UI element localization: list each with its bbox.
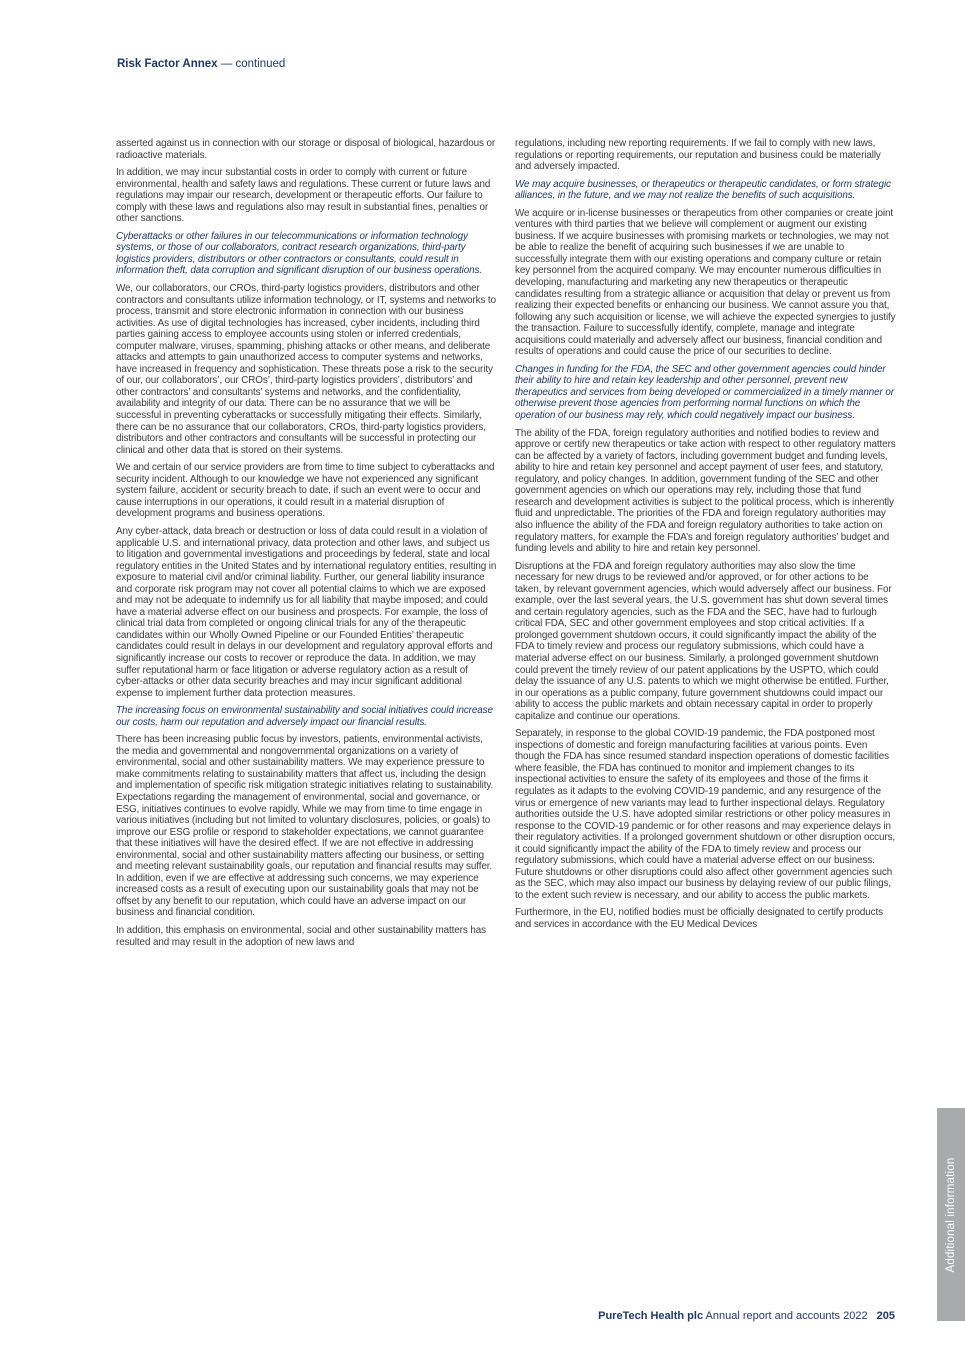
risk-heading: The increasing focus on environmental sustainability and social initiatives could increase our costs, harm our reputation and adversely impact our financial results. [116, 705, 493, 728]
body-paragraph: We acquire or in-license businesses or therapeutics from other companies or create joint ventures with third parties that we believe will complement or augment our existing business. If we acquire businesses with promising markets or technologies, we may not be able to realize the benefit of acquiring such businesses if we are unable to successfully integrate them with our existing operations and company culture or retain key personnel from the acquired company. We may encounter numerous difficulties in developing, manufacturing and marketing any new therapeutics or therapeutic candidates resulting from a strategic alliance or acquisition that delay or prevent us from realizing their expected benefits or enhancing our business. We cannot assure you that, following any such acquisition or license, we will achieve the expected synergies to justify the transaction. Failure to successfully identify, complete, manage and integrate acquisitions could materially and adversely affect our business, financial condition and results of operations and could cause the price of our securities to decline. [515, 207, 896, 358]
body-paragraph: We, our collaborators, our CROs, third-party logistics providers, distributors and other contractors and consultants utilize information technology, or IT, systems and networks to process, transmit and store electronic information in connection with our business activities. As use of digital technologies has increased, cyber incidents, including third parties gaining access to employee accounts using stolen or inferred credentials, computer malware, viruses, spamming, phishing attacks or other means, and deliberate attacks and attempts to gain unauthorized access to computer systems and networks, have increased in frequency and sophistication. These threats pose a risk to the security of our, our collaborators’, our CROs’, third-party logistics providers’, distributors’ and other contractors’ and consultants’ systems and networks, and the confidentiality, availability and integrity of our data. There can be no assurance that we will be successful in preventing cyberattacks or successfully mitigating their effects. Similarly, there can be no assurance that our collaborators, CROs, third-party logistics providers, distributors and other contractors and consultants will be successful in protecting our clinical and other data that is stored on their systems. [116, 283, 496, 456]
right-column [515, 138, 896, 937]
section-title: Risk Factor Annex [117, 58, 218, 70]
side-tab-label: Additional information [945, 1157, 957, 1272]
company-name: PureTech Health plc [598, 1310, 704, 1322]
page-footer [598, 1310, 895, 1322]
body-paragraph: In addition, we may incur substantial costs in order to comply with current or future environmental, health and safety laws and regulations. These current or future laws and regulations may impair our research, development or therapeutic efforts. Our failure to comply with these laws and regulations also may result in substantial fines, penalties or other sanctions. [116, 167, 491, 225]
running-header [117, 58, 285, 70]
body-paragraph: regulations, including new reporting requirements. If we fail to comply with new laws, regulations or reporting requirements, our reputation and business could be materially and adversely impacted. [515, 138, 881, 173]
continued-label: — continued [220, 58, 286, 70]
report-title: Annual report and accounts 2022 [705, 1310, 868, 1322]
risk-heading: Cyberattacks or other failures in our telecommunications or information technology systems, or those of our collaborators, contract research organizations, third-party logistics providers, distributors or other contractors or consultants, could result in information theft, data corruption and significant disruption of our business operations. [116, 230, 483, 277]
body-paragraph: asserted against us in connection with our storage or disposal of biological, hazardous or radioactive materials. [116, 138, 496, 161]
page-number: 205 [876, 1310, 895, 1322]
risk-heading: We may acquire businesses, or therapeutics or therapeutic candidates, or form strategic alliances, in the future, and we may not realize the benefits of such acquisitions. [515, 178, 891, 202]
risk-heading: Changes in funding for the FDA, the SEC and other government agencies could hinder their ability to hire and retain key leadership and other personnel, prevent new therapeutics and services from being developed or commercialized in a timely manner or otherwise prevent those agencies from performing normal functions on which the operation of our business may rely, which could negatively impact our business. [515, 363, 894, 422]
body-paragraph: In addition, this emphasis on environmental, social and other sustainability matters has resulted and may result in the adoption of new laws and [116, 925, 486, 948]
body-paragraph: The ability of the FDA, foreign regulatory authorities and notified bodies to review and approve or certify new therapeutics or take action with respect to other regulatory matters can be affected by a variety of factors, including government budget and funding levels, ability to hire and retain key personnel and accept payment of user fees, and statutory, regulatory, and policy changes. In addition, government funding of the SEC and other government agencies on which our operations may rely, including those that fund research and development activities is subject to the political process, which is inherently fluid and unpredictable. The priorities of the FDA and foreign regulatory authorities may also influence the ability of the FDA and foreign regulatory authorities to take action on regulatory matters, for example the FDA’s and foreign regulatory authorities’ budget and funding levels and ability to hire and retain key personnel. [515, 427, 896, 555]
left-column [116, 138, 497, 954]
body-paragraph: We and certain of our service providers are from time to time subject to cyberattacks and security incident. Although to our knowledge we have not experienced any significant system failure, accident or security breach to date, if such an event were to occur and cause interruptions in our operations, it could result in a material disruption of development programs and business operations. [116, 462, 495, 520]
section-side-tab[interactable] [937, 1108, 965, 1321]
body-paragraph: Disruptions at the FDA and foreign regulatory authorities may also slow the time necessary for new drugs to be reviewed and/or approved, or for other actions to be taken, by relevant government agencies, which would adversely affect our business. For example, over the last several years, the U.S. government has shut down several times and certain regulatory agencies, such as the FDA and the SEC, have had to furlough critical FDA, SEC and other government employees and stop critical activities. If a prolonged government shutdown occurs, it could significantly impact the ability of the FDA to timely review and process our regulatory submissions, which could have a material adverse effect on our business. Similarly, a prolonged government shutdown could prevent the timely review of our patent applications by the USPTO, which could delay the issuance of any U.S. patents to which we might otherwise be entitled. Further, in our operations as a public company, future government shutdowns could impact our ability to access the public markets and obtain necessary capital in order to properly capitalize and continue our operations. [515, 560, 892, 722]
body-paragraph: Separately, in response to the global COVID-19 pandemic, the FDA postponed most inspections of domestic and foreign manufacturing facilities at various points. Even though the FDA has since resumed standard inspection operations of domestic facilities where feasible, the FDA has continued to monitor and implement changes to its inspectional activities to ensure the safety of its employees and those of the firms it regulates as it adapts to the evolving COVID-19 pandemic, and any resurgence of the virus or emergence of new variants may lead to further inspectional delays. Regulatory authorities outside the U.S. have adopted similar restrictions or other policy measures in response to the COVID-19 pandemic or for other reasons and may experience delays in their regulatory activities. If a prolonged government shutdown or other disruption occurs, it could significantly impact the ability of the FDA to timely review and process our regulatory submissions, which could have a material adverse effect on our business. Future shutdowns or other disruptions could also affect other government agencies such as the SEC, which may also impact our business by delaying review of our public filings, to the extent such review is necessary, and our ability to access the public markets. [515, 728, 896, 901]
body-paragraph: There has been increasing public focus by investors, patients, environmental activists, the media and governmental and nongovernmental organizations on a variety of environmental, social and other sustainability matters. We may experience pressure to make commitments relating to sustainability matters that affect us, including the design and implementation of specific risk mitigation strategic initiatives relating to sustainability. Expectations regarding the management of environmental, social and governance, or ESG, initiatives continues to evolve rapidly. While we may from time to time engage in various initiatives (including but not limited to voluntary disclosures, policies, or goals) to improve our ESG profile or respond to stakeholder expectations, we cannot guarantee that these initiatives will have the desired effect. If we are not effective in addressing environmental, social and other sustainability matters affecting our business, or setting and meeting relevant sustainability goals, our reputation and financial results may suffer. In addition, even if we are effective at addressing such concerns, we may experience increased costs as a result of executing upon our sustainability goals that may not be offset by any benefit to our reputation, which could have an adverse impact on our business and financial condition. [116, 734, 494, 919]
body-paragraph: Furthermore, in the EU, notified bodies must be officially designated to certify products and services in accordance with the EU Medical Devices [515, 907, 884, 930]
body-paragraph: Any cyber-attack, data breach or destruction or loss of data could result in a violation of applicable U.S. and international privacy, data protection and other laws, and subject us to litigation and governmental investigations and proceedings by federal, state and local regulatory entities in the United States and by international regulatory entities, resulting in exposure to material civil and/or criminal liability. Further, our general liability insurance and corporate risk program may not cover all potential claims to which we are exposed and may not be adequate to indemnify us for all liability that maybe imposed; and could have a material adverse effect on our business and prospects. For example, the loss of clinical trial data from completed or ongoing clinical trials for any of the therapeutic candidates within our Wholly Owned Pipeline or our Founded Entities’ therapeutic candidates could result in delays in our development and regulatory approval efforts and significantly increase our costs to recover or reproduce the data. In addition, we may suffer reputational harm or face litigation or adverse regulatory action as a result of cyber-attacks or other data security breaches and may incur significant additional expense to implement further data protection measures. [116, 525, 497, 699]
